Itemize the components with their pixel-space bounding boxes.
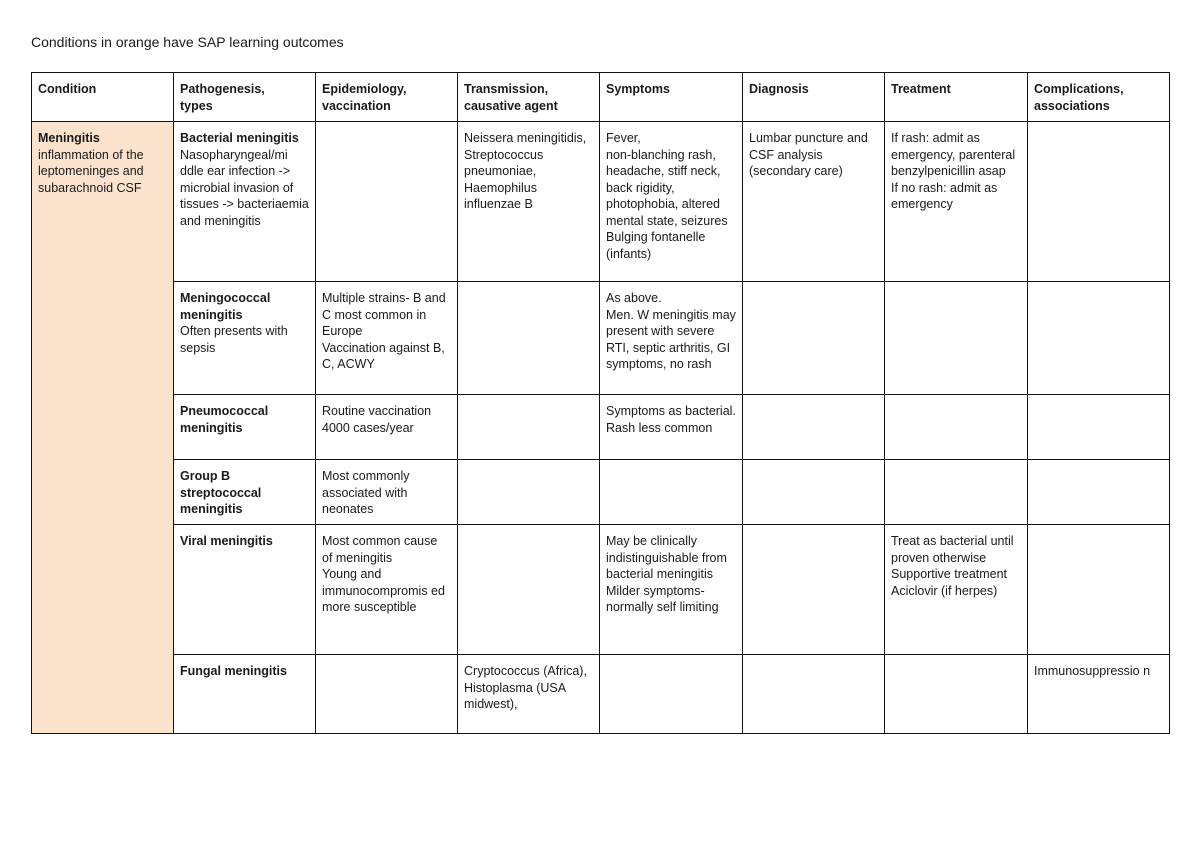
symptoms-cell: Fever, non-blanching rash, headache, stiff neck, back rigidity, photophobia, altered mental state, seizures Bulging fontanelle (infants) xyxy=(600,122,743,282)
treatment-cell xyxy=(885,655,1028,734)
type-title: Viral meningitis xyxy=(180,534,273,548)
diagnosis-cell xyxy=(743,282,885,395)
diagnosis-cell xyxy=(743,395,885,460)
epidemiology-cell: Most common cause of meningitis Young and immunocompromis ed more susceptible xyxy=(316,525,458,655)
transmission-cell xyxy=(458,282,600,395)
header-complications: Complications, associations xyxy=(1028,73,1170,122)
table-row xyxy=(32,525,1170,655)
symptoms-cell xyxy=(600,655,743,734)
complications-cell: Immunosuppressio n xyxy=(1028,655,1170,734)
diagnosis-cell xyxy=(743,655,885,734)
complications-cell xyxy=(1028,122,1170,282)
epidemiology-cell: Routine vaccination 4000 cases/year xyxy=(316,395,458,460)
pathogenesis-cell xyxy=(174,460,316,525)
pathogenesis-cell xyxy=(174,655,316,734)
treatment-cell xyxy=(885,460,1028,525)
symptoms-cell: Symptoms as bacterial. Rash less common xyxy=(600,395,743,460)
table-row xyxy=(32,122,1170,282)
treatment-cell xyxy=(885,282,1028,395)
diagnosis-cell: Lumbar puncture and CSF analysis (secondary care) xyxy=(743,122,885,282)
type-description: Nasopharyngeal/mi ddle ear infection -> microbial invasion of tissues -> bacteriaemia and meningitis xyxy=(180,147,309,228)
header-transmission: Transmission, causative agent xyxy=(458,73,600,122)
header-treatment: Treatment xyxy=(885,73,1028,122)
epidemiology-cell xyxy=(316,122,458,282)
header-condition: Condition xyxy=(32,73,174,122)
header-symptoms: Symptoms xyxy=(600,73,743,122)
epidemiology-cell xyxy=(316,655,458,734)
type-title: Bacterial meningitis xyxy=(180,131,299,145)
treatment-cell: Treat as bacterial until proven otherwise Supportive treatment Aciclovir (if herpes) xyxy=(885,525,1028,655)
page-caption: Conditions in orange have SAP learning outcomes xyxy=(31,34,344,50)
table-row xyxy=(32,655,1170,734)
pathogenesis-cell xyxy=(174,525,316,655)
epidemiology-cell: Most commonly associated with neonates xyxy=(316,460,458,525)
condition-description: inflammation of the leptomeninges and subarachnoid CSF xyxy=(38,147,144,195)
transmission-cell xyxy=(458,395,600,460)
type-description: Often presents with sepsis xyxy=(180,324,288,355)
header-diagnosis: Diagnosis xyxy=(743,73,885,122)
conditions-table xyxy=(31,72,1170,734)
symptoms-cell xyxy=(600,460,743,525)
complications-cell xyxy=(1028,525,1170,655)
header-pathogenesis: Pathogenesis, types xyxy=(174,73,316,122)
type-title: Meningococcal meningitis xyxy=(180,291,271,322)
pathogenesis-cell xyxy=(174,282,316,395)
type-title: Pneumococcal meningitis xyxy=(180,404,269,435)
transmission-cell xyxy=(458,525,600,655)
type-title: Fungal meningitis xyxy=(180,664,287,678)
complications-cell xyxy=(1028,460,1170,525)
symptoms-cell: As above. Men. W meningitis may present with severe RTI, septic arthritis, GI symptoms, no rash xyxy=(600,282,743,395)
table-row xyxy=(32,460,1170,525)
pathogenesis-cell xyxy=(174,122,316,282)
complications-cell xyxy=(1028,282,1170,395)
header-row xyxy=(32,73,1170,122)
treatment-cell: If rash: admit as emergency, parenteral benzylpenicillin asap If no rash: admit as emergency xyxy=(885,122,1028,282)
epidemiology-cell: Multiple strains- B and C most common in Europe Vaccination against B, C, ACWY xyxy=(316,282,458,395)
diagnosis-cell xyxy=(743,525,885,655)
transmission-cell: Cryptococcus (Africa), Histoplasma (USA midwest), xyxy=(458,655,600,734)
header-epidemiology: Epidemiology, vaccination xyxy=(316,73,458,122)
symptoms-cell: May be clinically indistinguishable from bacterial meningitis Milder symptoms- normally self limiting xyxy=(600,525,743,655)
diagnosis-cell xyxy=(743,460,885,525)
table-row xyxy=(32,395,1170,460)
table-row xyxy=(32,282,1170,395)
treatment-cell xyxy=(885,395,1028,460)
condition-name: Meningitis xyxy=(38,131,100,145)
pathogenesis-cell xyxy=(174,395,316,460)
condition-cell xyxy=(32,122,174,734)
transmission-cell: Neissera meningitidis, Streptococcus pneumoniae, Haemophilus influenzae B xyxy=(458,122,600,282)
transmission-cell xyxy=(458,460,600,525)
complications-cell xyxy=(1028,395,1170,460)
type-title: Group B streptococcal meningitis xyxy=(180,469,262,516)
